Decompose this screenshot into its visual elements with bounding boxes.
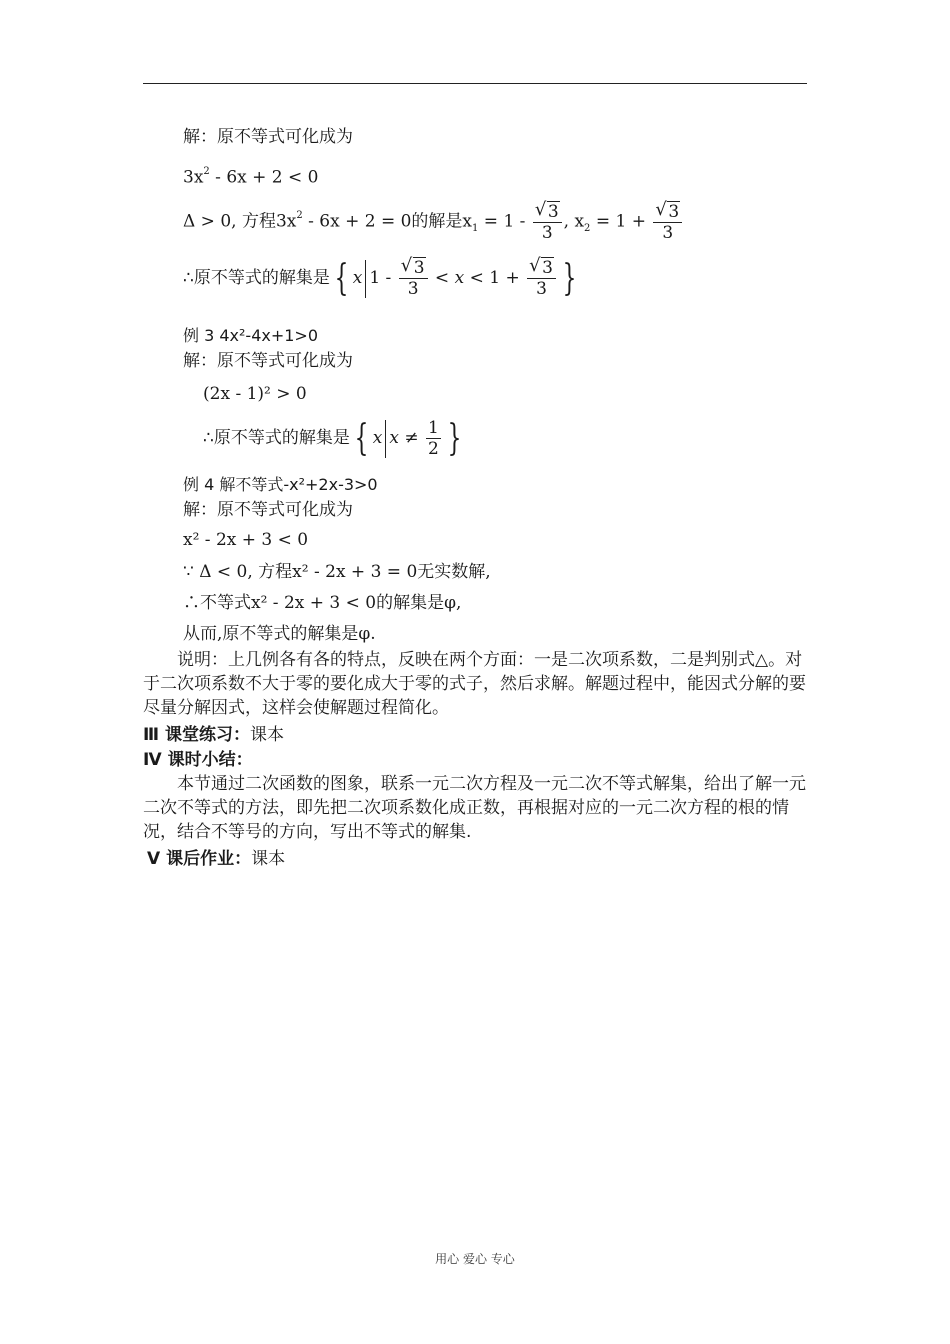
page-footer: 用心 爱心 专心 [435,1252,515,1266]
practice-label: Ⅲ 课堂练习： [143,725,250,745]
practice-line [143,724,284,746]
solution-3-set: ∴原不等式的解集是 { x x ≠ $\frac{1}{2}$ } [203,417,462,459]
solution-4-therefore: ∴不等式x² - 2x + 3 < 0的解集是φ, [183,593,462,613]
solution-4-intro: 解：原不等式可化成为 [183,500,353,520]
solution-1-inequality: $3x^2 - 6x + 2 < 0$ [183,166,319,188]
solution-1-intro: 解：原不等式可化成为 [183,127,353,147]
solution-3-inequality: (2x - 1)² > 0 [203,384,307,404]
summary-label: Ⅳ 课时小结： [143,750,253,770]
homework-value: 课本 [251,849,286,869]
summary-paragraph: 本节通过二次函数的图象，联系一元二次方程及一元二次不等式解集，给出了解一元二次不等式的方法，即先把二次项系数化成正数，再根据对应的一元二次方程的根的情况，结合不等号的方向，写出不等式的解集. [143,774,806,842]
solution-1-roots: Δ > 0, 方程$3x^2 - 6x + 2 = 0$的解是$x_1 = 1$ - √ 3 3 , $x_2 = 1$ + √ 3 3 [183,196,684,251]
solution-3-intro: 解：原不等式可化成为 [183,351,353,371]
example-3-heading: 例 3 4x²-4x+1>0 [183,326,319,345]
explanation-paragraph: 说明：上几例各有各的特点，反映在两个方面：一是二次项系数，二是判别式△。对于二次项系数不大于零的要化成大于零的式子，然后求解。解题过程中，能因式分解的要尽量分解因式，这样会使解题过程简化。 [143,650,806,718]
practice-value: 课本 [250,725,284,745]
solution-4-because: ∵ Δ < 0, 方程x² - 2x + 3 = 0无实数解, [183,562,491,582]
header-rule [143,83,807,84]
solution-4-inequality: x² - 2x + 3 < 0 [183,530,309,550]
fraction-sqrt3-over-3: √ 3 3 [653,202,682,243]
example-4-heading: 例 4 解不等式-x²+2x-3>0 [183,475,378,494]
homework-line [147,848,285,870]
solution-1-set: ∴原不等式的解集是 { x 1 - √ 3 3 < x < 1 + √ 3 3 } [183,255,577,299]
solution-4-conclusion: 从而,原不等式的解集是φ. [183,624,376,644]
fraction-sqrt3-over-3: √ 3 3 [533,202,562,243]
homework-label: Ⅴ 课后作业： [147,849,252,869]
